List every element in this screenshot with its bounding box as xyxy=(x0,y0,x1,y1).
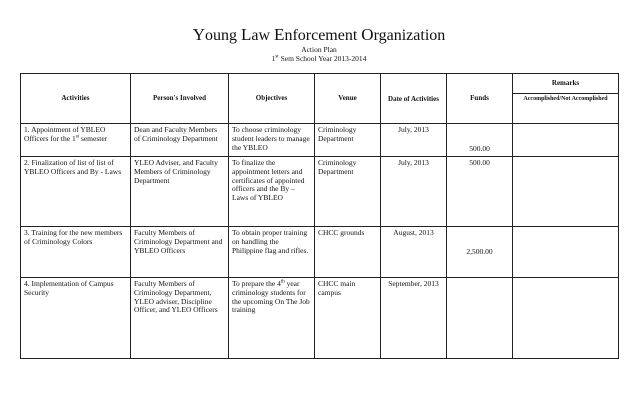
cell-funds xyxy=(447,124,513,157)
activity-text-end: semester xyxy=(79,133,108,143)
semester-sup: st xyxy=(275,54,279,60)
funds-value: 2,500.00 xyxy=(466,246,493,256)
title-rest-4: rganization xyxy=(373,27,446,44)
cell-venue: CHCC main campus xyxy=(315,278,381,359)
header-date: Date of Activities xyxy=(381,74,447,124)
cell-not-accomplished xyxy=(567,278,619,359)
objectives-text-end: year criminology students for the upcoming On The Job training xyxy=(232,279,310,315)
objectives-text: To prepare the 4 xyxy=(232,279,281,288)
document-title xyxy=(0,26,638,45)
cell-activity: 3. Training for the new members of Criminology Colors xyxy=(21,227,131,278)
table-row xyxy=(21,157,619,227)
funds-value: 500.00 xyxy=(469,144,490,154)
cell-accomplished xyxy=(513,157,567,227)
semester-rest: Sem School Year 2013-2014 xyxy=(278,54,367,63)
header-activities: Activities xyxy=(21,74,131,124)
cell-objectives: To choose criminology student leaders to manage the YBLEO xyxy=(229,124,315,157)
document-subtitle: Action Plan xyxy=(301,45,337,54)
title-cap-3: E xyxy=(274,25,285,44)
cell-not-accomplished xyxy=(567,227,619,278)
cell-date: July, 2013 xyxy=(381,157,447,227)
cell-venue: Criminology Department xyxy=(315,157,381,227)
cell-not-accomplished xyxy=(567,157,619,227)
title-cap-1: Y xyxy=(192,25,205,44)
cell-objectives xyxy=(229,278,315,359)
cell-date: August, 2013 xyxy=(381,227,447,278)
cell-funds: 500.00 xyxy=(447,157,513,227)
cell-funds xyxy=(447,227,513,278)
document-semester xyxy=(0,54,638,63)
objectives-sup: th xyxy=(280,279,285,285)
cell-date: July, 2013 xyxy=(381,124,447,157)
cell-venue: CHCC grounds xyxy=(315,227,381,278)
title-cap-4: O xyxy=(361,25,374,44)
semester-num: 1 xyxy=(271,54,276,63)
cell-date: September, 2013 xyxy=(381,278,447,359)
title-rest-2: aw xyxy=(251,27,275,44)
cell-persons: YLEO Adviser, and Faculty Members of Criminology Department xyxy=(131,157,229,227)
table-row xyxy=(21,227,619,278)
cell-persons: Dean and Faculty Members of Criminology Department xyxy=(131,124,229,157)
cell-not-accomplished xyxy=(567,124,619,157)
cell-activity xyxy=(21,124,131,157)
cell-persons: Faculty Members of Criminology Department and YBLEO Officers xyxy=(131,227,229,278)
cell-accomplished xyxy=(513,278,567,359)
cell-objectives: To obtain proper training on handling the Philippine flag and rifles. xyxy=(229,227,315,278)
title-rest-1: oung xyxy=(205,27,241,44)
header-objectives: Objectives xyxy=(229,74,315,124)
cell-objectives: To finalize the appointment letters and certificates of appointed officers and the By – Laws of YBLEO xyxy=(229,157,315,227)
table-row xyxy=(21,124,619,157)
cell-funds xyxy=(447,278,513,359)
cell-activity: 4. Implementation of Campus Security xyxy=(21,278,131,359)
activity-sup: st xyxy=(75,134,80,140)
cell-persons: Faculty Members of Criminology Department, YLEO adviser, Discipline Officer, and YLEO Officers xyxy=(131,278,229,359)
title-rest-3: nforcement xyxy=(284,27,362,44)
document-header xyxy=(0,26,638,63)
header-row xyxy=(21,74,619,94)
cell-accomplished xyxy=(513,124,567,157)
header-funds: Funds xyxy=(447,74,513,124)
header-persons: Person's Involved xyxy=(131,74,229,124)
header-remarks-sub: Accomplished/Not Accomplished xyxy=(513,94,619,124)
header-venue: Venue xyxy=(315,74,381,124)
action-plan-table xyxy=(20,73,619,359)
header-remarks: Remarks xyxy=(513,74,619,94)
activity-text: 1. Appointment of YBLEO Officers for the 1 xyxy=(24,125,106,143)
cell-activity: 2. Finalization of list of list of YBLEO Officers and By - Laws xyxy=(21,157,131,227)
table-row xyxy=(21,278,619,359)
cell-venue: Criminology Department xyxy=(315,124,381,157)
title-cap-2: L xyxy=(241,25,252,44)
cell-accomplished xyxy=(513,227,567,278)
